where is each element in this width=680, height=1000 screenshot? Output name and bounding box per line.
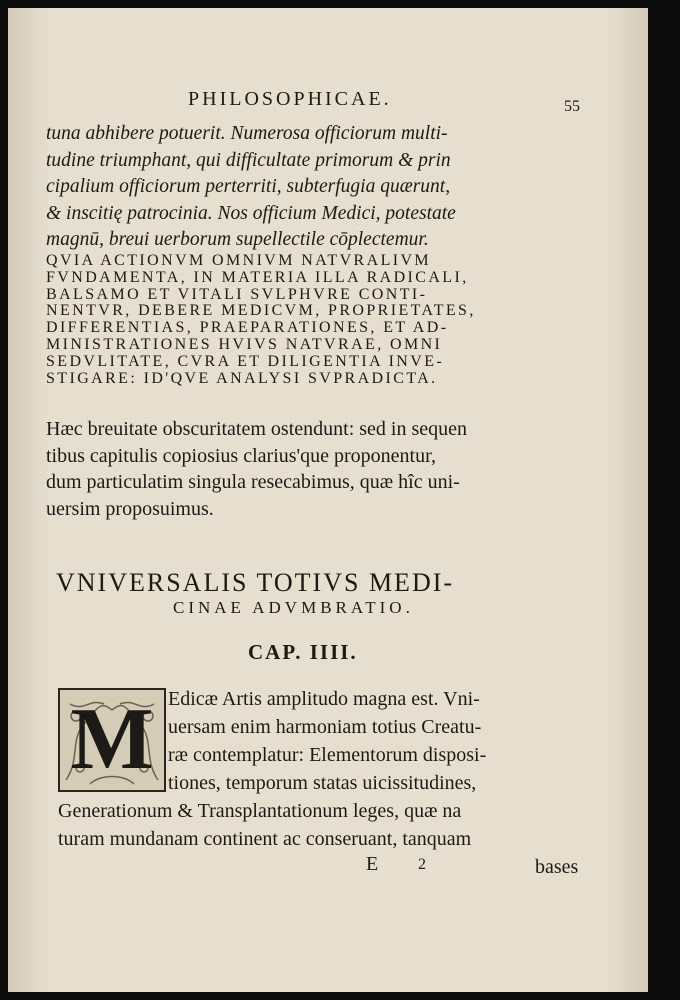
text-line: SEDVLITATE, CVRA ET DILIGENTIA INVE-: [46, 353, 445, 370]
initial-letter: M: [70, 691, 154, 788]
paragraph-continuation: [58, 797, 598, 853]
text-line: magnū, breui uerborum supellectile cōplectemur.: [46, 229, 429, 250]
text-line: Edicæ Artis amplitudo magna est. Vni-: [168, 688, 480, 710]
text-line: NENTVR, DEBERE MEDICVM, PROPRIETATES,: [46, 303, 476, 320]
signature-number: 2: [418, 856, 426, 873]
section-title-continued: CINAE ADVMBRATIO.: [173, 598, 414, 617]
text-line: ræ contemplatur: Elementorum disposi-: [168, 744, 487, 766]
caps-paragraph: [46, 253, 596, 387]
chapter-heading: CAP. IIII.: [248, 640, 358, 664]
book-page: [8, 8, 648, 992]
running-head: PHILOSOPHICAE.: [188, 88, 392, 110]
text-line: FVNDAMENTA, IN MATERIA ILLA RADICALI,: [46, 269, 469, 286]
text-line: uersim proposuimus.: [46, 497, 214, 520]
text-line: tiones, temporum statas uicissitudines,: [168, 772, 477, 794]
closing-paragraph: [46, 416, 596, 522]
text-line: tuna abhibere potuerit. Numerosa officiorum multi-: [46, 123, 448, 144]
text-line: turam mundanam continent ac conseruant, tanquam: [58, 828, 472, 850]
text-line: DIFFERENTIAS, PRAEPARATIONES, ET AD-: [46, 320, 449, 337]
catchword: bases: [535, 856, 579, 878]
text-line: uersam enim harmoniam totius Creatu-: [168, 716, 482, 738]
text-line: MINISTRATIONES HVIVS NATVRAE, OMNI: [46, 336, 443, 353]
text-line: dum particulatim singula resecabimus, quæ hîc uni-: [46, 471, 460, 493]
text-line: & inscitię patrocinia. Nos officium Medici, potestate: [46, 202, 456, 224]
section-title: VNIVERSALIS TOTIVS MEDI-: [56, 568, 455, 597]
italic-paragraph: [46, 121, 596, 254]
text-line: Hæc breuitate obscuritatem ostendunt: sed in sequen: [46, 418, 468, 440]
text-line: tudine triumphant, qui difficultate primorum & prin: [46, 149, 451, 171]
text-line: BALSAMO ET VITALI SVLPHVRE CONTI-: [46, 286, 428, 303]
text-line: tibus capitulis copiosius clarius'que proponentur,: [46, 444, 436, 467]
text-line: STIGARE: ID'QVE ANALYSI SVPRADICTA.: [46, 370, 438, 387]
dropcap-paragraph: [168, 685, 598, 797]
decorated-initial: [58, 688, 166, 792]
signature-mark: E: [366, 853, 379, 875]
page-number: 55: [564, 98, 580, 115]
text-line: QVIA ACTIONVM OMNIVM NATVRALIVM: [46, 253, 432, 269]
text-line: Generationum & Transplantationum leges, quæ na: [58, 800, 462, 822]
text-line: cipalium officiorum perterriti, subterfugia quærunt,: [46, 176, 451, 197]
